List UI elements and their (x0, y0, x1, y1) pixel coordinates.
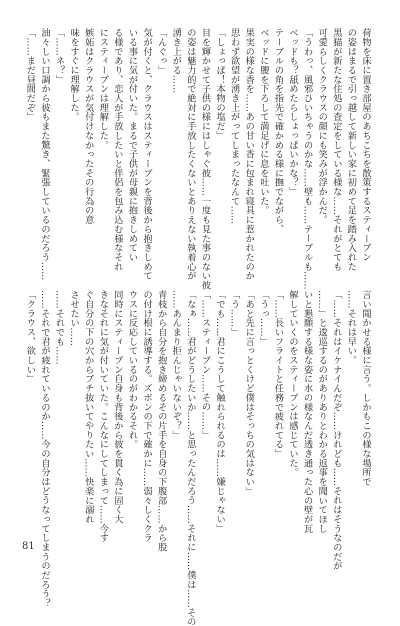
text-line: ……それでも…… (53, 290, 65, 365)
text-line: 「……長いフライトと任務で疲れてる」 (272, 290, 284, 459)
text-line: ……それは早い。 (345, 290, 357, 365)
text-line: ベッドに腰を下ろして満足げに息を吐いた。 (257, 28, 269, 215)
text-line: ウスに反応しているのがわかるそれ。 (126, 290, 138, 449)
text-line: 黒猫が新たな住処の査定をしている様な……それがとても (330, 28, 342, 272)
text-line: 荷物を床に置き部屋のあちこちを散策するスティーブン (360, 28, 371, 262)
text-line: ……あんまり拒んじゃいないぞ？」 (170, 290, 182, 440)
text-line: にスティーブンは理解した。 (97, 28, 109, 150)
text-line: 同時にスティーブン自身も背後から彼を貫く為に固く大 (111, 290, 123, 524)
text-line: 湧き上がる…… (170, 28, 182, 94)
text-line: の付け根に誘導する。ズボンの下で確かに……弱々しくクラ (141, 290, 153, 543)
text-line: いと懇願する様な姿に水の様なんだ透き通った心の壁が瓦 (301, 290, 313, 534)
text-line: 思わず欲望が湧き上がってしまったなんて…… (228, 28, 240, 225)
text-line: 嫉妬はクラウスが気付けなかったその行為の意 (82, 28, 94, 225)
text-line: 「しょっぱ！本物の塩だ」 (214, 28, 226, 141)
text-block-top (24, 28, 372, 290)
text-line: 「でも……君にこうして触れられるのは……嫌じゃない」 (214, 290, 226, 534)
text-line: 「うっ……」 (257, 290, 269, 347)
text-line: 解していくのをスティーブンは感じていた。 (287, 290, 299, 477)
text-line: ……」と逡巡するのがありありとわかる返事を聞いてほし (316, 290, 328, 534)
text-line: 青枝から自分を抱き締めるその片手を自身の下腹部……から股 (155, 290, 167, 552)
text-line: の姿は魅力的で絶対に手放したくないとありえない執着心が (184, 28, 196, 281)
text-line: る様であり、恋人が手放したいと伴侶を包み込む様なそれ (111, 28, 123, 272)
text-line: 言い聞かせる様に言う。しかもこの様な場所で (360, 290, 371, 487)
text-line: 可愛らしくクラウスの顔にも笑みが浮かんだ。 (316, 28, 328, 225)
text-line: 「あと先に言っとくけど僕はそっちの気はない」 (243, 290, 255, 496)
text-line: きなそれに気が付いていた。こんなにしてしまって……今す (97, 290, 109, 543)
text-line: 「……まだ昼間だぞ」 (24, 28, 36, 122)
text-line: テーブルの角を指先で確かめる様に撫でながら、 (272, 28, 284, 234)
page-number: 81 (22, 541, 35, 552)
text-line: 「……スティーブン……その……」 (199, 290, 211, 440)
text-line: ぐ自分の下の穴からブチ抜いてやりたい……快楽に溺れ (82, 290, 94, 524)
text-line: 目を輝かせて子供の様にはしゃぐ彼……一度も見た事のない彼 (199, 28, 211, 290)
text-line: 「う……」 (228, 290, 240, 337)
text-line: 味をすぐに理解した。 (68, 28, 80, 122)
text-line: 「……それはイケナイんだぞ……けれども……それはそうなのだが (330, 290, 342, 571)
text-line: 果実の様な香を……あの甘い香に包まれ寝具に惹かれたのか (243, 28, 255, 281)
text-line: 「んぐっ」 (155, 28, 167, 75)
text-line: 油々しい口調から彼もまた驚き、緊張しているのだろう…… (38, 28, 50, 281)
text-line: 「なぁ……君がどうしたいか……と思ったんだろう……それに……僕は……その (184, 290, 196, 626)
text-line: させたい…… (68, 290, 80, 347)
text-line: いる事に気が付いた。まるで子供が母親に抱きしめてい (126, 28, 138, 262)
text-line: ……それで君が疲れているのか……今の自分はどうなってしまうのだろう？ (38, 290, 50, 608)
text-line: 「うわっ、風邪ひいちゃうのかな……壁も……テーブルも…… (301, 28, 313, 290)
text-line: 「クラウス、欲しい」 (24, 290, 36, 384)
text-line: 「……ネ？」 (53, 28, 65, 85)
text-line: の姿はまるで引っ越して新しい家に初めて足を踏み入れた (345, 28, 357, 272)
text-line: 気が付くと、クラウスはスティーブンを背後から抱きしめて (141, 28, 153, 281)
text-line: ベッドも？舐めたらしょっぱいかな？」 (287, 28, 299, 197)
